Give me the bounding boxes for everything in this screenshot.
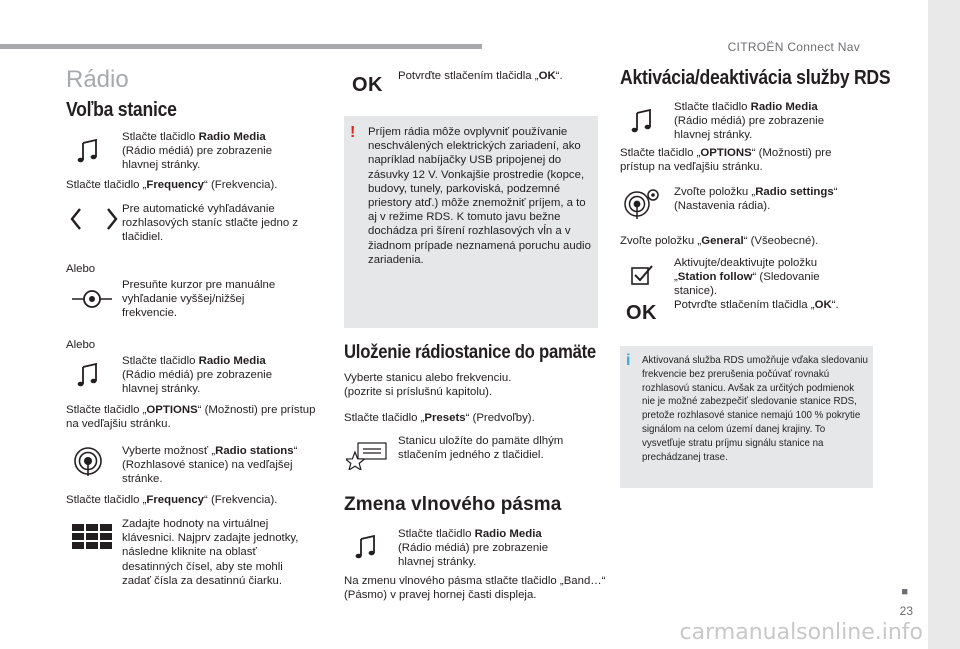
ok-button-icon: OK [352, 74, 383, 96]
step-general: Zvoľte položku „General“ (Všeobecné). [620, 235, 819, 247]
music-note-icon [620, 104, 664, 138]
info-text: Aktivovaná služba RDS umožňuje vďaka sledovaniu frekvencie bez prerušenia počúvať rovnakú rozhlasovú stanicu. Avšak za určitých podmienok nie je možné zabezpečiť sledovanie stanice RDS, pretože rozhlasové stanice nemajú 100 % pokrytie signálom na celom území danej krajiny. To vysvetľuje stratu príjmu signálu stanice na prechádzanej trase. [642, 355, 868, 463]
warning-text: Príjem rádia môže ovplyvniť používanie neschválených elektrických zariadení, ako napríklad nabíjačky USB pripojenej do zásuvky 12 V. Vonkajšie prostredie (kopce, budovy, tunely, parkoviská, podzemné priestory atď.) môže znemožniť príjem, a to aj v režime RDS. K tomuto javu bežne dochádza pri šírení rozhlasových vĺn a v žiadnom prípade neznamená poruchu audio zariadenia. [368, 126, 591, 266]
watermark: carmanualsonline.info [679, 620, 923, 645]
step-select-station: Vyberte stanicu alebo frekvenciu. (pozrite si príslušnú kapitolu). [344, 372, 512, 399]
radio-settings-icon [620, 186, 666, 220]
page-number: 23 [899, 604, 913, 618]
info-icon: i [626, 352, 631, 369]
chevron-left-right-icon [66, 202, 122, 236]
step-presets: Stlačte tlačidlo „Presets“ (Predvoľby). [344, 412, 535, 424]
warning-box [344, 116, 598, 328]
info-box [620, 346, 873, 488]
step-radio-media-rds: Stlačte tlačidlo Radio Media (Rádio médiá) pre zobrazenie hlavnej stránky. [674, 101, 825, 142]
step-radio-settings: Zvoľte položku „Radio settings“ (Nastavenia rádia). [674, 186, 838, 213]
ok-button-icon: OK [626, 302, 657, 324]
step-radio-stations: Vyberte možnosť „Radio stations“ (Rozhlasové stanice) na vedľajšej stránke. [122, 445, 298, 486]
step-radio-media-3: Stlačte tlačidlo Radio Media (Rádio médiá) pre zobrazenie hlavnej stránky. [398, 528, 549, 569]
step-save-long-press: Stanicu uložíte do pamäte dlhým stlačením jedného z tlačidiel. [398, 435, 564, 462]
continue-mark: ■ [901, 586, 908, 598]
step-auto-search: Pre automatické vyhľadávanie rozhlasových staníc stlačte jedno z tlačidiel. [122, 203, 299, 244]
page-title: Rádio [66, 66, 129, 93]
step-band: Na zmenu vlnového pásma stlačte tlačidlo „Band…“ (Pásmo) v pravej hornej časti displeja. [344, 575, 606, 602]
or-label-1: Alebo [66, 263, 96, 275]
section-heading-station-select: Voľba stanice [66, 99, 177, 121]
header-rule [0, 44, 482, 49]
step-options-rds: Stlačte tlačidlo „OPTIONS“ (Možnosti) pre prístup na vedľajšiu stránku. [620, 147, 832, 174]
tuning-slider-icon [70, 282, 114, 316]
step-frequency: Stlačte tlačidlo „Frequency“ (Frekvencia). [66, 179, 278, 191]
music-note-icon [66, 134, 110, 168]
music-note-icon [66, 358, 110, 392]
radio-stations-icon [66, 444, 110, 478]
step-confirm-ok: Potvrďte stlačením tlačidla „OK“. [398, 70, 563, 82]
step-confirm-ok-rds: Potvrďte stlačením tlačidla „OK“. [674, 299, 839, 311]
preset-star-icon [344, 438, 390, 472]
step-radio-media: Stlačte tlačidlo Radio Media (Rádio médiá) pre zobrazenie hlavnej stránky. [122, 131, 273, 172]
page-side-strip [928, 0, 960, 649]
warning-icon: ! [350, 124, 356, 141]
step-manual-search: Presuňte kurzor pre manuálne vyhľadanie vyššej/nižšej frekvencie. [122, 279, 276, 320]
step-station-follow: Aktivujte/deaktivujte položku „Station follow“ (Sledovanie stanice). [674, 257, 820, 298]
checkbox-icon [624, 258, 660, 292]
step-radio-media-2: Stlačte tlačidlo Radio Media (Rádio médiá) pre zobrazenie hlavnej stránky. [122, 355, 273, 396]
brand-label: CITROËN Connect Nav [727, 40, 860, 54]
section-heading-save-station: Uloženie rádiostanice do pamäte [344, 342, 596, 363]
step-frequency-2: Stlačte tlačidlo „Frequency“ (Frekvencia). [66, 494, 278, 506]
keypad-icon [70, 520, 114, 554]
or-label-2: Alebo [66, 339, 96, 351]
music-note-icon [344, 530, 388, 564]
step-options: Stlačte tlačidlo „OPTIONS“ (Možnosti) pre prístup na vedľajšiu stránku. [66, 404, 316, 431]
section-heading-band-change: Zmena vlnového pásma [344, 494, 562, 515]
section-heading-rds: Aktivácia/deaktivácia služby RDS [620, 67, 891, 89]
step-keypad: Zadajte hodnoty na virtuálnej klávesnici. Najprv zadajte jednotky, následne kliknite na oblasť desatinných čísel, aby ste mohli zadať čísla za desatinnú čiarku. [122, 518, 299, 587]
